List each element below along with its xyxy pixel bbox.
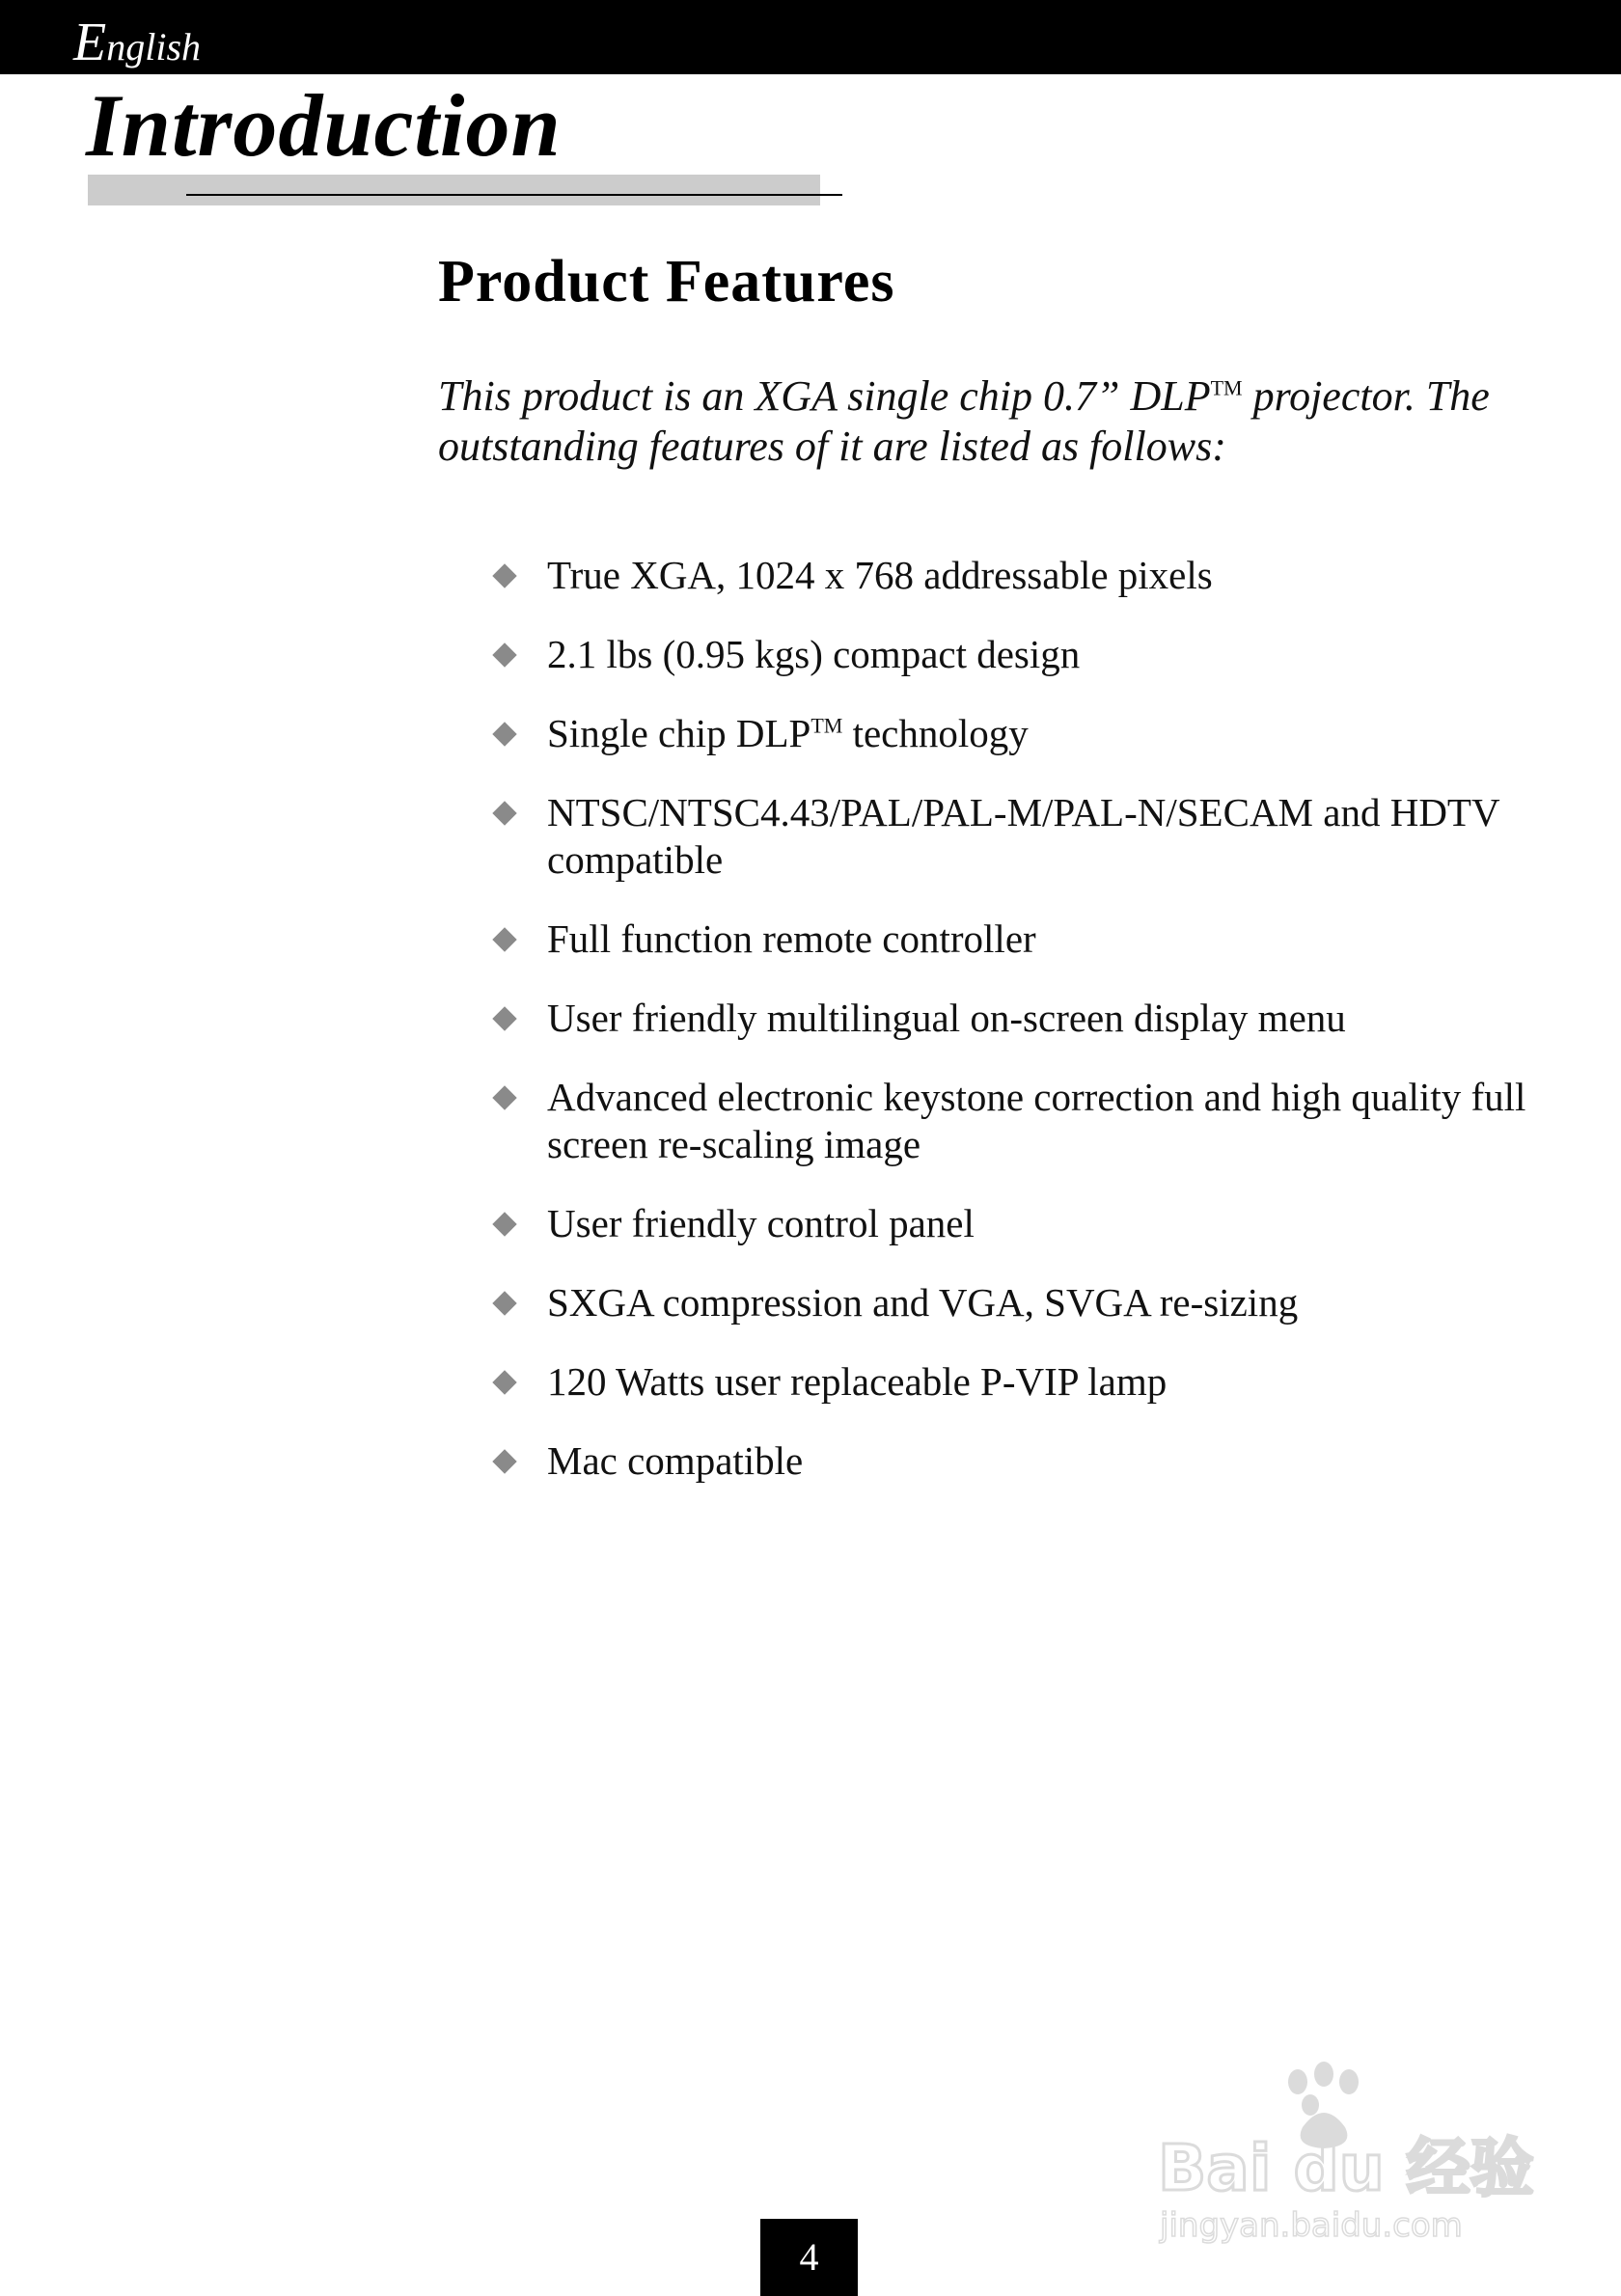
feature-text: SXGA compression and VGA, SVGA re-sizing <box>547 1280 1299 1325</box>
language-label-rest: nglish <box>106 25 202 68</box>
feature-item <box>490 1279 1561 1326</box>
watermark-logo-text: Bai du 经验 <box>1158 2131 1534 2205</box>
feature-item <box>490 1358 1561 1406</box>
feature-item <box>490 1200 1561 1247</box>
feature-item <box>490 916 1561 963</box>
diamond-bullet-icon <box>492 1212 516 1236</box>
feature-item <box>490 631 1561 678</box>
diamond-bullet-icon <box>492 642 516 667</box>
diamond-bullet-icon <box>492 563 516 588</box>
intro-text-end: projector. The outstanding features of it are listed as follows: <box>438 372 1490 470</box>
title-underline-rule <box>186 194 842 196</box>
feature-item <box>490 1074 1561 1168</box>
watermark-url: jingyan.baidu.com <box>1160 2206 1463 2245</box>
feature-text: Full function remote controller <box>547 916 1036 961</box>
feature-text: 2.1 lbs (0.95 kgs) compact design <box>547 632 1081 676</box>
intro-text-start: This product is an XGA single chip 0.7” DLP <box>438 372 1211 420</box>
page-number: 4 <box>799 2235 819 2279</box>
diamond-bullet-icon <box>492 1006 516 1030</box>
diamond-bullet-icon <box>492 1449 516 1473</box>
feature-text: Advanced electronic keystone correction and high quality full screen re-scaling image <box>547 1075 1526 1166</box>
feature-text: User friendly multilingual on-screen display menu <box>547 996 1346 1040</box>
feature-text: NTSC/NTSC4.43/PAL/PAL-M/PAL-N/SECAM and HDTV compatible <box>547 790 1499 882</box>
feature-text-end: technology <box>842 711 1029 755</box>
feature-text: Mac compatible <box>547 1438 804 1483</box>
baidu-watermark-logo <box>1148 2055 1534 2248</box>
trademark-mark: TM <box>1210 375 1243 400</box>
feature-item <box>490 552 1561 599</box>
top-header-bar <box>0 0 1621 74</box>
section-heading: Product Features <box>438 249 895 314</box>
feature-item <box>490 710 1561 757</box>
trademark-mark: TM <box>810 713 843 738</box>
language-label-initial: E <box>73 13 107 72</box>
feature-item <box>490 995 1561 1042</box>
diamond-bullet-icon <box>492 1085 516 1109</box>
feature-text: 120 Watts user replaceable P-VIP lamp <box>547 1359 1168 1404</box>
feature-text: True XGA, 1024 x 768 addressable pixels <box>547 553 1213 597</box>
language-label <box>73 13 202 72</box>
feature-item <box>490 1437 1561 1485</box>
feature-list <box>490 552 1561 1517</box>
diamond-bullet-icon <box>492 722 516 746</box>
diamond-bullet-icon <box>492 1370 516 1394</box>
diamond-bullet-icon <box>492 801 516 825</box>
diamond-bullet-icon <box>492 1291 516 1315</box>
intro-paragraph <box>438 371 1538 472</box>
page-number-box <box>760 2219 858 2296</box>
diamond-bullet-icon <box>492 927 516 951</box>
feature-item <box>490 789 1561 884</box>
title-underline-shade <box>88 175 820 205</box>
feature-text-start: Single chip DLP <box>547 711 811 755</box>
chapter-title: Introduction <box>86 76 562 175</box>
feature-text: User friendly control panel <box>547 1201 975 1245</box>
